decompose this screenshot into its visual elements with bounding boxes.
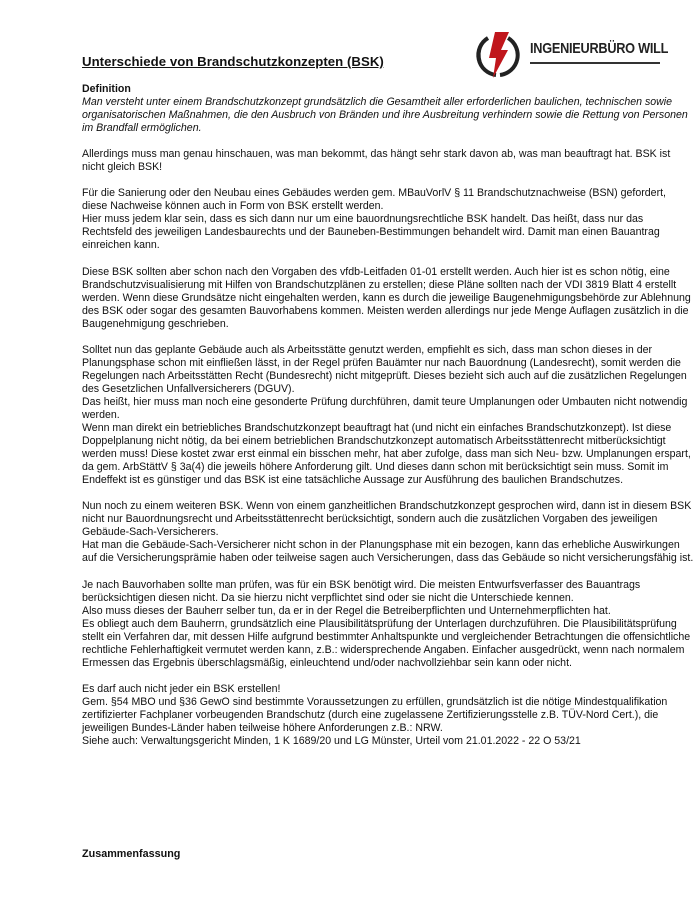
- document-title: Unterschiede von Brandschutzkonzepten (BSK): [82, 54, 384, 69]
- paragraph: Nun noch zu einem weiteren BSK. Wenn von einem ganzheitlichen Brandschutzkonzept gesprochen wird, dann ist in diesem BSK nicht nur Bauordnungsrecht und Arbeitsstättenrecht berücksichtigt, sondern auch die zusätzlichen Vorgaben des jeweiligen Gebäude-Sach-Versicherers. Hat man die Gebäude-Sach-Versicherer nicht schon in der Planungsphase mit ein bezogen, kann das erhebliche Auswirkungen auf die Versicherungsprämie haben oder teilweise sagen auch Versicherungen, dass das Gebäude so nicht versicherungsfähig ist.: [82, 500, 694, 565]
- document-body: [82, 83, 694, 761]
- logo-text: INGENIEURBÜRO WILL: [530, 41, 669, 57]
- paragraph: Solltet nun das geplante Gebäude auch als Arbeitsstätte genutzt werden, empfiehlt es sich, dass man schon dieses in der Planungsphase schon mit einfließen lässt, in der Regel prüfen Bauämter nur nach Bauordnung (Landesrecht), somit werden die Regelungen nach Arbeitsstätten Recht (Bundesrecht) nicht mitgeprüft. Dieses bezieht sich auch auf die zusätzlichen Regelungen des Gesetzlichen Unfallversicherers (DGUV). Das heißt, hier muss man noch eine gesonderte Prüfung durchführen, damit teure Umplanungen oder Umbauten nicht notwendig werden. Wenn man direkt ein betriebliches Brandschutzkonzept beauftragt hat (und nicht ein einfaches Brandschutzkonzept). Ist diese Doppelplanung nicht nötig, da bei einem betrieblichen Brandschutzkonzept automatisch Arbeitsstättenrecht mitberücksichtigt werden muss! Diese kostet zwar erst einmal ein bisschen mehr, hat aber zufolge, dass man sich Neu- bzw. Umplanungen erspart, da gem. ArbStättV § 3a(4) die jeweils höhere Anforderung gilt. Und dieses dann schon mit berücksichtigt sein muss. Somit im Endeffekt ist es günstiger und das BSK ist eine tatsächliche Aussage zur Ausführung des baulichen Brandschutzes.: [82, 343, 691, 487]
- definition-heading: Definition: [82, 83, 131, 95]
- definition-text: Man versteht unter einem Brandschutzkonzept grundsätzlich die Gesamtheit aller erforderlichen baulichen, technischen sowie organisatorischen Maßnahmen, die den Ausbruch von Bränden und ihre Ausbreitung verhindern sowie die Rettung von Personen im Brandfall ermöglichen.: [82, 96, 688, 135]
- paragraph: Für die Sanierung oder den Neubau eines Gebäudes werden gem. MBauVorlV § 11 Brandschutznachweise (BSN) gefordert, diese Nachweise können auch in Form von BSK erstellt werden. Hier muss jedem klar sein, dass es sich dann nur um eine bauordnungsrechtliche BSK handelt. Das heißt, dass nur das Rechtsfeld des jeweiligen Landesbaurechts und der Bauneben-Bestimmungen behandelt wird. Damit man einen Bauantrag einreichen kann.: [82, 187, 666, 252]
- paragraph: Es darf auch nicht jeder ein BSK erstellen! Gem. §54 MBO und §36 GewO sind bestimmte Voraussetzungen zu erfüllen, grundsätzlich ist die nötige Mindestqualifikation zertifizierter Fachplaner vorbeugenden Brandschutz (durch eine zugelassene Zertifizierungsstelle z.B. TÜV-Nord Cert.), die jeweiligen Bundes-Länder haben teilweise höhere Anforderungen z.B.: NRW. Siehe auch: Verwaltungsgericht Minden, 1 K 1689/20 und LG Münster, Urteil vom 21.01.2022 - 22 O 53/21: [82, 682, 668, 748]
- paragraph: Allerdings muss man genau hinschauen, was man bekommt, das hängt sehr stark davon ab, was man beauftragt hat. BSK ist nicht gleich BSK!: [82, 148, 671, 174]
- lightning-bolt-icon: [474, 28, 524, 80]
- paragraph: Je nach Bauvorhaben sollte man prüfen, was für ein BSK benötigt wird. Die meisten Entwurfsverfasser des Bauantrags berücksichtigen diesen nicht. Da sie hierzu nicht verpflichtet sind oder sie nicht die Unterschiede kennen. Also muss dieses der Bauherr selber tun, da er in der Regel die Betreiberpflichten und Unternehmerpflichten hat. Es obliegt auch dem Bauherrn, grundsätzlich eine Plausibilitätsprüfung der Unterlagen durchzuführen. Die Plausibilitätsprüfung stellt ein Verfahren dar, mit dessen Hilfe aufgrund bestimmter Anhaltspunkte und vergleichender Betrachtungen die offensichtliche rechtliche Fehlerhaftigkeit vermutet werden kann, z.B.: widersprechende Angaben. Einfacher ausgedrückt, wenn nach normalem Ermessen das Ergebnis überschlagsmäßig, einleuchtend und/oder nachvollziehbar sein kann oder nicht.: [82, 578, 691, 669]
- summary-heading: Zusammenfassung: [82, 848, 181, 860]
- paragraph: Diese BSK sollten aber schon nach den Vorgaben des vfdb-Leitfaden 01-01 erstellt werden. Auch hier ist es schon nötig, eine Brandschutzvisualisierung mit Hilfen von Brandschutzplänen zu erstellen; diese Pläne sollten nach der VDI 3819 Blatt 4 erstellt werden. Wenn diese Grundsätze nicht eingehalten werden, kann es durch die jeweilige Baugenehmigungsbehörde zur Ablehnung des BSK oder sogar des gesamten Bauvorhabens kommen. Meisten werden allerdings nur jede Menge Auflagen zusätzlich in die Baugenehmigung geschrieben.: [82, 265, 691, 330]
- logo-underline: [530, 62, 660, 64]
- company-logo: [474, 28, 669, 80]
